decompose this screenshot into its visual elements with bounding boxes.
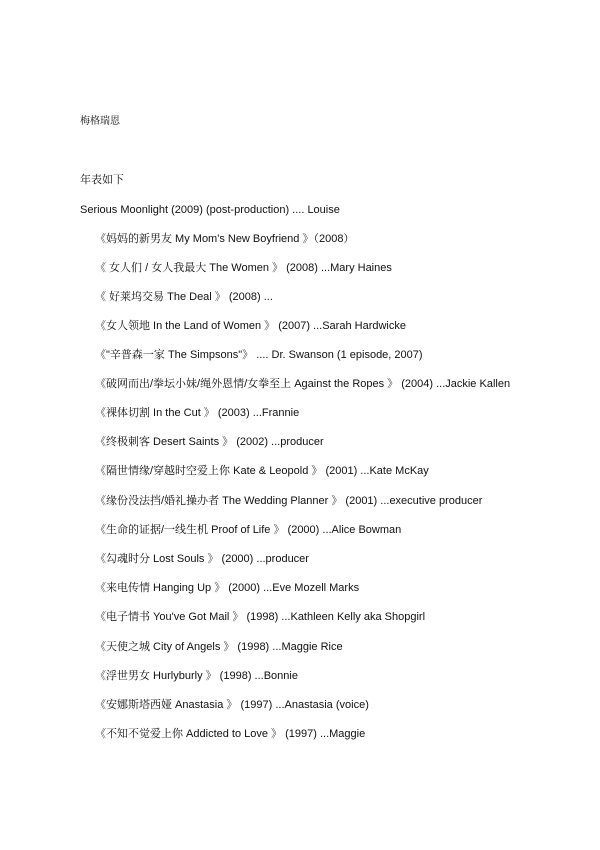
filmography-entry: 《来电传情 Hanging Up 》 (2000) ...Eve Mozell Marks xyxy=(95,582,360,594)
filmography-entry: 《女人领地 In the Land of Women 》 (2007) ...Sarah Hardwicke xyxy=(95,320,406,332)
author-name: 梅格瑞恩 xyxy=(80,116,120,127)
filmography-entry: 《隔世情缘/穿越时空爱上你 Kate & Leopold 》 (2001) ...Kate McKay xyxy=(95,465,429,477)
filmography-entry: 《终极刺客 Desert Saints 》 (2002) ...producer xyxy=(95,436,324,448)
filmography-entry: 《 好莱坞交易 The Deal 》 (2008) ... xyxy=(95,291,273,303)
filmography-entry: 《勾魂时分 Lost Souls 》 (2000) ...producer xyxy=(95,553,309,565)
filmography-entry: 《不知不觉爱上你 Addicted to Love 》 (1997) ...Maggie xyxy=(95,728,366,740)
filmography-entry: 《裸体切割 In the Cut 》 (2003) ...Frannie xyxy=(95,407,300,419)
filmography-entry: 《安娜斯塔西娅 Anastasia 》 (1997) ...Anastasia (voice) xyxy=(95,699,369,711)
filmography-entry: 《电子情书 You've Got Mail 》 (1998) ...Kathleen Kelly aka Shopgirl xyxy=(95,611,426,623)
filmography-entry: 《缘份没法挡/婚礼操办者 The Wedding Planner 》 (2001) ...executive producer xyxy=(95,495,483,507)
filmography-entry: Serious Moonlight (2009) (post-production) .... Louise xyxy=(80,204,340,216)
filmography-entry: 《浮世男女 Hurlyburly 》 (1998) ...Bonnie xyxy=(95,670,298,682)
section-heading: 年表如下 xyxy=(80,173,124,186)
filmography-entry: 《破网而出/拳坛小妹/绳外恩情/女拳至上 Against the Ropes 》 (2004) ...Jackie Kallen xyxy=(95,378,511,390)
filmography-entry: 《生命的证据/一线生机 Proof of Life 》 (2000) ...Alice Bowman xyxy=(95,524,402,536)
filmography-entry: 《妈妈的新男友 My Mom's New Boyfriend 》（2008） xyxy=(95,233,355,245)
filmography-entry: 《"辛普森一家 The Simpsons"》 .... Dr. Swanson (1 episode, 2007) xyxy=(95,349,423,361)
filmography-entry: 《天使之城 City of Angels 》 (1998) ...Maggie Rice xyxy=(95,641,343,653)
filmography-entry: 《 女人们 / 女人我最大 The Women 》 (2008) ...Mary Haines xyxy=(95,262,392,274)
